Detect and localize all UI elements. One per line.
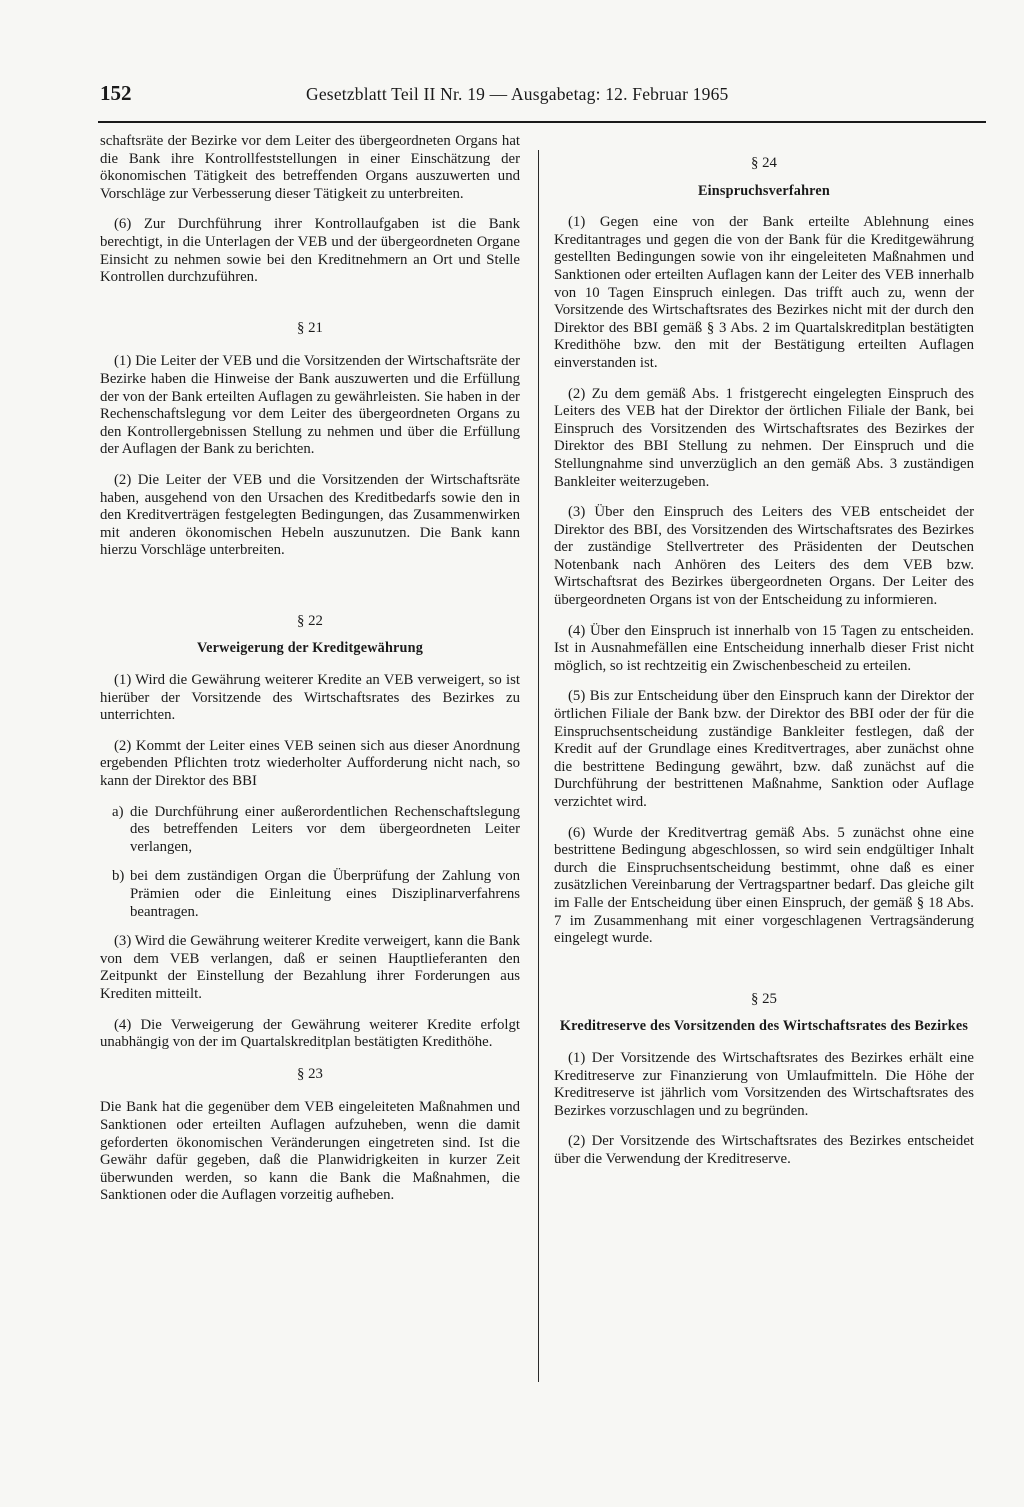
paragraph: (2) Der Vorsitzende des Wirtschaftsrates des Bezirkes entscheidet über die Verwendung der Kreditreserve.: [554, 1133, 974, 1167]
paragraph: (1) Der Vorsitzende des Wirtschaftsrates des Bezirkes erhält eine Kreditreserve zur Finanzierung von Umlaufmitteln. Die Höhe der Kreditreserve ist jährlich vom Vorsitzenden des Wirtschaftsrates des Bezirkes vorzuschlagen und zu begründen.: [554, 1049, 974, 1119]
paragraph: (1) Die Leiter der VEB und die Vorsitzenden der Wirtschaftsräte der Bezirke haben die Hinweise der Bank auszuwerten und die Erfüllung der von der Bank erteilten Auflagen zu gewährleisten. Sie haben in der Rechenschaftslegung vor dem Leiter des übergeordneten Organs zu den Kontrollergebnissen Stellung zu nehmen und über die Erfüllung der Auflagen der Bank zu berichten.: [100, 353, 520, 458]
paragraph: (2) Kommt der Leiter eines VEB seinen sich aus dieser Anordnung ergebenden Pflichten trotz wiederholter Aufforderung nicht nach, so kann der Direktor des BBI: [100, 737, 520, 790]
list-item: [100, 868, 520, 921]
section-title-24: Einspruchsverfahren: [697, 182, 831, 199]
section-heading-25: § 25: [751, 990, 777, 1007]
paragraph: (4) Über den Einspruch ist innerhalb von 15 Tagen zu entscheiden. Ist in Ausnahmefällen eine Entscheidung innerhalb dieser Frist nicht möglich, so ist rechtzeitig ein Zwischenbescheid zu erteilen.: [554, 622, 974, 674]
paragraph: (6) Wurde der Kreditvertrag gemäß Abs. 5 zunächst ohne eine bestrittene Bedingung abgeschlossen, so wird sein endgültiger Inhalt durch die Einspruchsentscheidung bestimmt, ohne daß es einer zusätzlichen Vereinbarung der Vertragspartner bedarf. Das gleiche gilt im Falle der Entscheidung über einen Einspruch, der gemäß § 18 Abs. 7 im Zusammenhang mit einer vorgeschlagenen Vertragsänderung eingelegt wurde.: [554, 824, 974, 947]
list-text: die Durchführung einer außerordentlichen Rechenschaftslegung des betreffenden Leiters vor dem übergeordneten Leiter verlangen,: [130, 803, 520, 855]
paragraph: (6) Zur Durchführung ihrer Kontrollaufgaben ist die Bank berechtigt, in die Unterlagen der VEB und der übergeordneten Organe Einsicht zu nehmen sowie bei den Kreditnehmern an Ort und Stelle Kontrollen durchzuführen.: [100, 216, 520, 286]
page-header-title: Gesetzblatt Teil II Nr. 19 — Ausgabetag: 12. Februar 1965: [306, 84, 729, 104]
list-label: b): [112, 868, 125, 885]
right-column: [554, 141, 974, 1182]
section-heading-23: § 23: [297, 1065, 323, 1082]
section-heading-22: § 22: [297, 612, 323, 629]
section-heading-21: § 21: [297, 319, 323, 336]
paragraph: (5) Bis zur Entscheidung über den Einspruch kann der Direktor der örtlichen Filiale der Bank bzw. der Direktor des BBI oder der für die Einspruchsentscheidung zuständige Bankleiter festlegen, daß der Kredit auf der Grundlage eines Kreditvertrages, aber zunächst ohne die bestrittene Bedingung gewährt, bzw. daß zunächst auf die Durchführung der bestrittenen Maßnahme, Sanktion oder Auflage verzichtet wird.: [554, 688, 974, 810]
section-heading-24: § 24: [751, 155, 777, 171]
paragraph: (3) Wird die Gewährung weiterer Kredite verweigert, kann die Bank von dem VEB verlangen, daß er seinen Hauptlieferanten den Zeitpunkt der Einstellung der Bezahlung ihrer Forderungen aus Krediten mitteilt.: [100, 933, 520, 1002]
paragraph: (2) Die Leiter der VEB und die Vorsitzenden der Wirtschaftsräte haben, ausgehend von den Ursachen des Kreditbedarfs sowie den in den Kreditverträgen festgelegten Bedingungen, das Zusammenwirken mit anderen ökonomischen Hebeln auszunutzen. Die Bank kann hierzu Vorschläge unterbreiten.: [100, 471, 520, 559]
list-label: a): [112, 803, 124, 820]
paragraph: (1) Wird die Gewährung weiterer Kredite an VEB verweigert, so ist hierüber der Vorsitzende des Wirtschaftsrates des Bezirkes zu unterrichten.: [100, 672, 520, 724]
list-item: [100, 804, 520, 857]
column-divider: [538, 150, 539, 1382]
paragraph: (4) Die Verweigerung der Gewährung weiterer Kredite erfolgt unabhängig von der im Quartalskreditplan bestätigten Kredithöhe.: [100, 1016, 520, 1051]
section-title-22: Verweigerung der Kreditgewährung: [196, 640, 424, 657]
paragraph: Die Bank hat die gegenüber dem VEB eingeleiteten Maßnahmen und Sanktionen oder erteilten Auflagen aufzuheben, wenn die damit geforderten ökonomischen Veränderungen eingetreten sind. Ist die Gewähr dafür gegeben, daß die Planwidrigkeiten in kurzer Zeit überwunden werden, so kann die Bank die Maßnahmen, die Sanktionen oder die Auflagen vorzeitig aufheben.: [100, 1099, 520, 1204]
list-text: bei dem zuständigen Organ die Überprüfung der Zahlung von Prämien oder die Einleitung eines Disziplinarverfahrens beantragen.: [130, 868, 520, 920]
paragraph: (1) Gegen eine von der Bank erteilte Ablehnung eines Kreditantrages und gegen die von der Bank für die Kreditgewährung gestellten Bedingungen sowie von ihr eingeleiteten Maßnahmen und Sanktionen oder erteilten Auflagen kann der Leiter des VEB innerhalb von 10 Tagen Einspruch einlegen. Das trifft auch zu, wenn der Vorsitzende des Wirtschaftsrates des Bezirkes nicht mit der durch den Direktor des BBI gemäß § 3 Abs. 2 im Quartalskreditplan bestätigten Kredithöhe bzw. den mit der Bestätigung erteilten Auflagen einverstanden ist.: [554, 214, 974, 371]
page-number: 152: [100, 81, 132, 105]
left-column: [100, 133, 520, 1218]
section-title-25: Kreditreserve des Vorsitzenden des Wirtschaftsrates des Bezirkes: [559, 1018, 969, 1035]
paragraph: (2) Zu dem gemäß Abs. 1 fristgerecht eingelegten Einspruch des Leiters des VEB hat der Direktor der örtlichen Filiale der Bank, bei Einspruch des Vorsitzenden des Wirtschaftsrates des Bezirkes der Direktor des BBI Stellung zu nehmen. Der Einspruch und die Stellungnahme sind unverzüglich an den gemäß Abs. 3 zuständigen Bankleiter weiterzugeben.: [554, 385, 974, 490]
paragraph: schaftsräte der Bezirke vor dem Leiter des übergeordneten Organs hat die Bank ihre Kontrollfeststellungen in einer Einschätzung der ökonomischen Tätigkeit des betreffenden Organs auszuwerten und Vorschläge zur Verbesserung dieser Tätigkeit zu unterbreiten.: [100, 133, 520, 202]
paragraph: (3) Über den Einspruch des Leiters des VEB entscheidet der Direktor des BBI, des Vorsitzenden des Wirtschaftsrates des Bezirkes der zuständige Stellvertreter des Präsidenten der Deutschen Notenbank nach Anhören des Leiters des dem VEB bzw. Wirtschaftsrat des Bezirkes übergeordneten Organs. Der Leiter des übergeordneten Organs ist von der Entscheidung zu informieren.: [554, 504, 974, 609]
header-rule: [98, 121, 986, 123]
